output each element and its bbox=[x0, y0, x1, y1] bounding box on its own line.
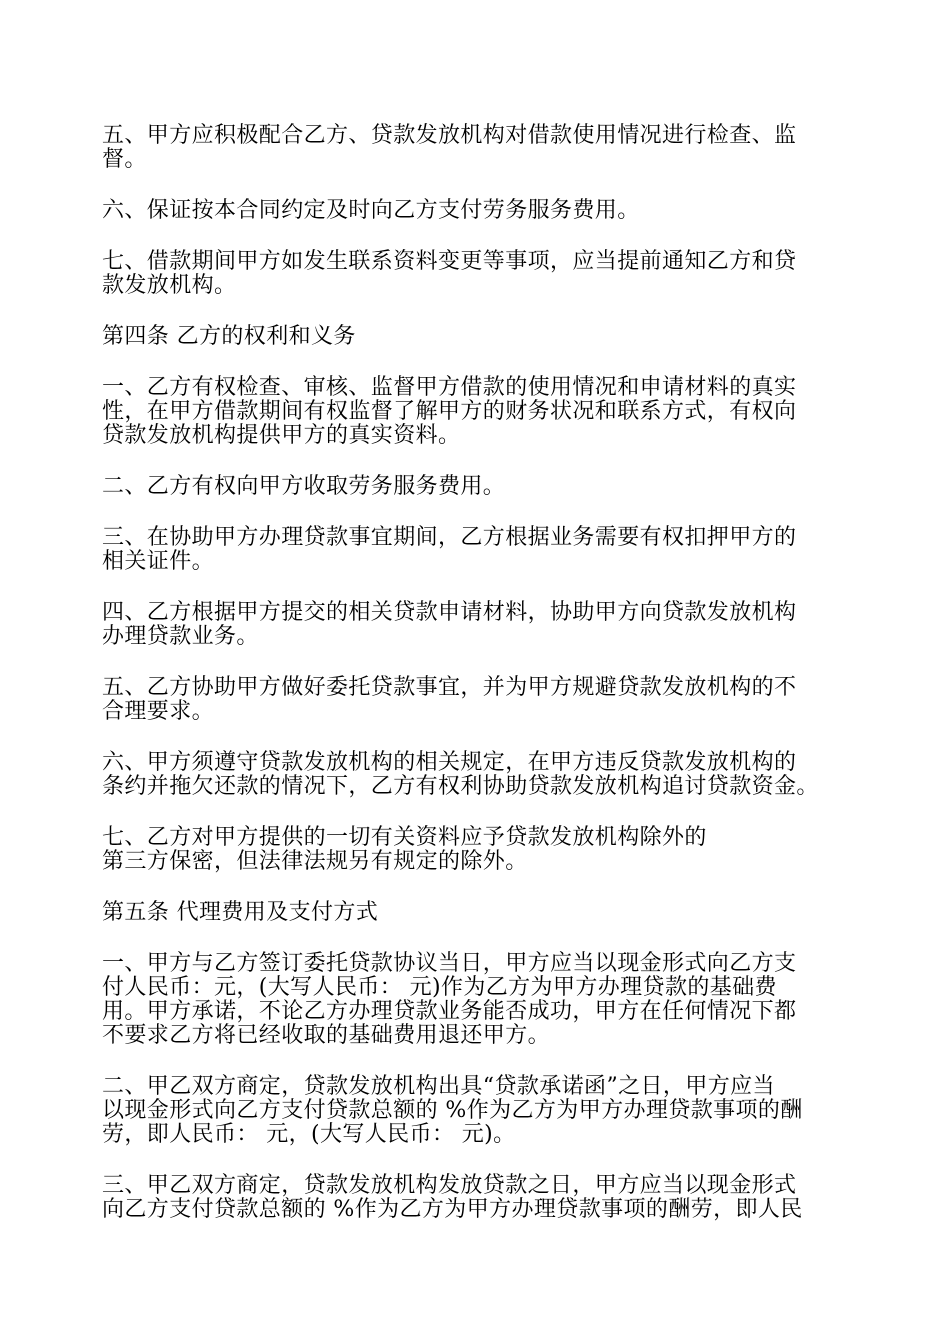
text-line: 二、甲乙双方商定，贷款发放机构出具“贷款承诺函”之日，甲方应当 bbox=[102, 1074, 775, 1099]
text-line: 合理要求。 bbox=[102, 699, 215, 724]
text-line: 以现金形式向乙方支付贷款总额的 %作为乙方为甲方办理贷款事项的酬 bbox=[102, 1098, 803, 1123]
text-line: 七、借款期间甲方如发生联系资料变更等事项，应当提前通知乙方和贷 bbox=[102, 249, 797, 274]
text-line: 五、甲方应积极配合乙方、贷款发放机构对借款使用情况进行检查、监 bbox=[102, 123, 797, 148]
clause-paragraph bbox=[102, 376, 854, 448]
clause-paragraph bbox=[102, 199, 854, 223]
text-line: 四、乙方根据甲方提交的相关贷款申请材料，协助甲方向贷款发放机构 bbox=[102, 600, 797, 625]
clause-paragraph bbox=[102, 475, 854, 499]
clause-paragraph bbox=[102, 1075, 854, 1147]
text-line: 六、甲方须遵守贷款发放机构的相关规定，在甲方违反贷款发放机构的 bbox=[102, 750, 797, 775]
document-page bbox=[102, 124, 854, 1249]
text-line: 七、乙方对甲方提供的一切有关资料应予贷款发放机构除外的 bbox=[102, 825, 707, 850]
text-line: 劳，即人民币： 元，(大写人民币： 元)。 bbox=[102, 1122, 516, 1147]
clause-paragraph bbox=[102, 250, 854, 298]
section-heading bbox=[102, 901, 854, 925]
text-line: 办理贷款业务。 bbox=[102, 624, 259, 649]
text-line: 向乙方支付贷款总额的 %作为乙方为甲方办理贷款事项的酬劳，即人民 bbox=[102, 1197, 803, 1222]
text-line: 五、乙方协助甲方做好委托贷款事宜，并为甲方规避贷款发放机构的不 bbox=[102, 675, 797, 700]
text-line: 第四条 乙方的权利和义务 bbox=[102, 324, 356, 349]
clause-paragraph bbox=[102, 1174, 854, 1222]
clause-paragraph bbox=[102, 751, 854, 799]
text-line: 贷款发放机构提供甲方的真实资料。 bbox=[102, 423, 461, 448]
text-line: 不要求乙方将已经收取的基础费用退还甲方。 bbox=[102, 1023, 551, 1048]
text-line: 第五条 代理费用及支付方式 bbox=[102, 900, 379, 925]
text-line: 三、在协助甲方办理贷款事宜期间，乙方根据业务需要有权扣押甲方的 bbox=[102, 525, 797, 550]
clause-paragraph bbox=[102, 124, 854, 172]
text-line: 条约并拖欠还款的情况下，乙方有权利协助贷款发放机构追讨贷款资金。 bbox=[102, 774, 819, 799]
clause-paragraph bbox=[102, 601, 854, 649]
text-line: 六、保证按本合同约定及时向乙方支付劳务服务费用。 bbox=[102, 198, 640, 223]
text-line: 性，在甲方借款期间有权监督了解甲方的财务状况和联系方式，有权向 bbox=[102, 399, 797, 424]
text-line: 三、甲乙双方商定，贷款发放机构发放贷款之日，甲方应当以现金形式 bbox=[102, 1173, 797, 1198]
clause-paragraph bbox=[102, 952, 854, 1048]
text-line: 二、乙方有权向甲方收取劳务服务费用。 bbox=[102, 474, 506, 499]
text-line: 第三方保密，但法律法规另有规定的除外。 bbox=[102, 849, 528, 874]
clause-paragraph bbox=[102, 826, 854, 874]
text-line: 督。 bbox=[102, 147, 147, 172]
text-line: 付人民币：元，(大写人民币： 元)作为乙方为甲方办理贷款的基础费 bbox=[102, 975, 777, 1000]
text-line: 一、乙方有权检查、审核、监督甲方借款的使用情况和申请材料的真实 bbox=[102, 375, 797, 400]
text-line: 一、甲方与乙方签订委托贷款协议当日，甲方应当以现金形式向乙方支 bbox=[102, 951, 797, 976]
clause-paragraph bbox=[102, 526, 854, 574]
clause-paragraph bbox=[102, 676, 854, 724]
text-line: 用。甲方承诺，不论乙方办理贷款业务能否成功，甲方在任何情况下都 bbox=[102, 999, 797, 1024]
section-heading bbox=[102, 325, 854, 349]
text-line: 款发放机构。 bbox=[102, 273, 237, 298]
text-line: 相关证件。 bbox=[102, 549, 215, 574]
